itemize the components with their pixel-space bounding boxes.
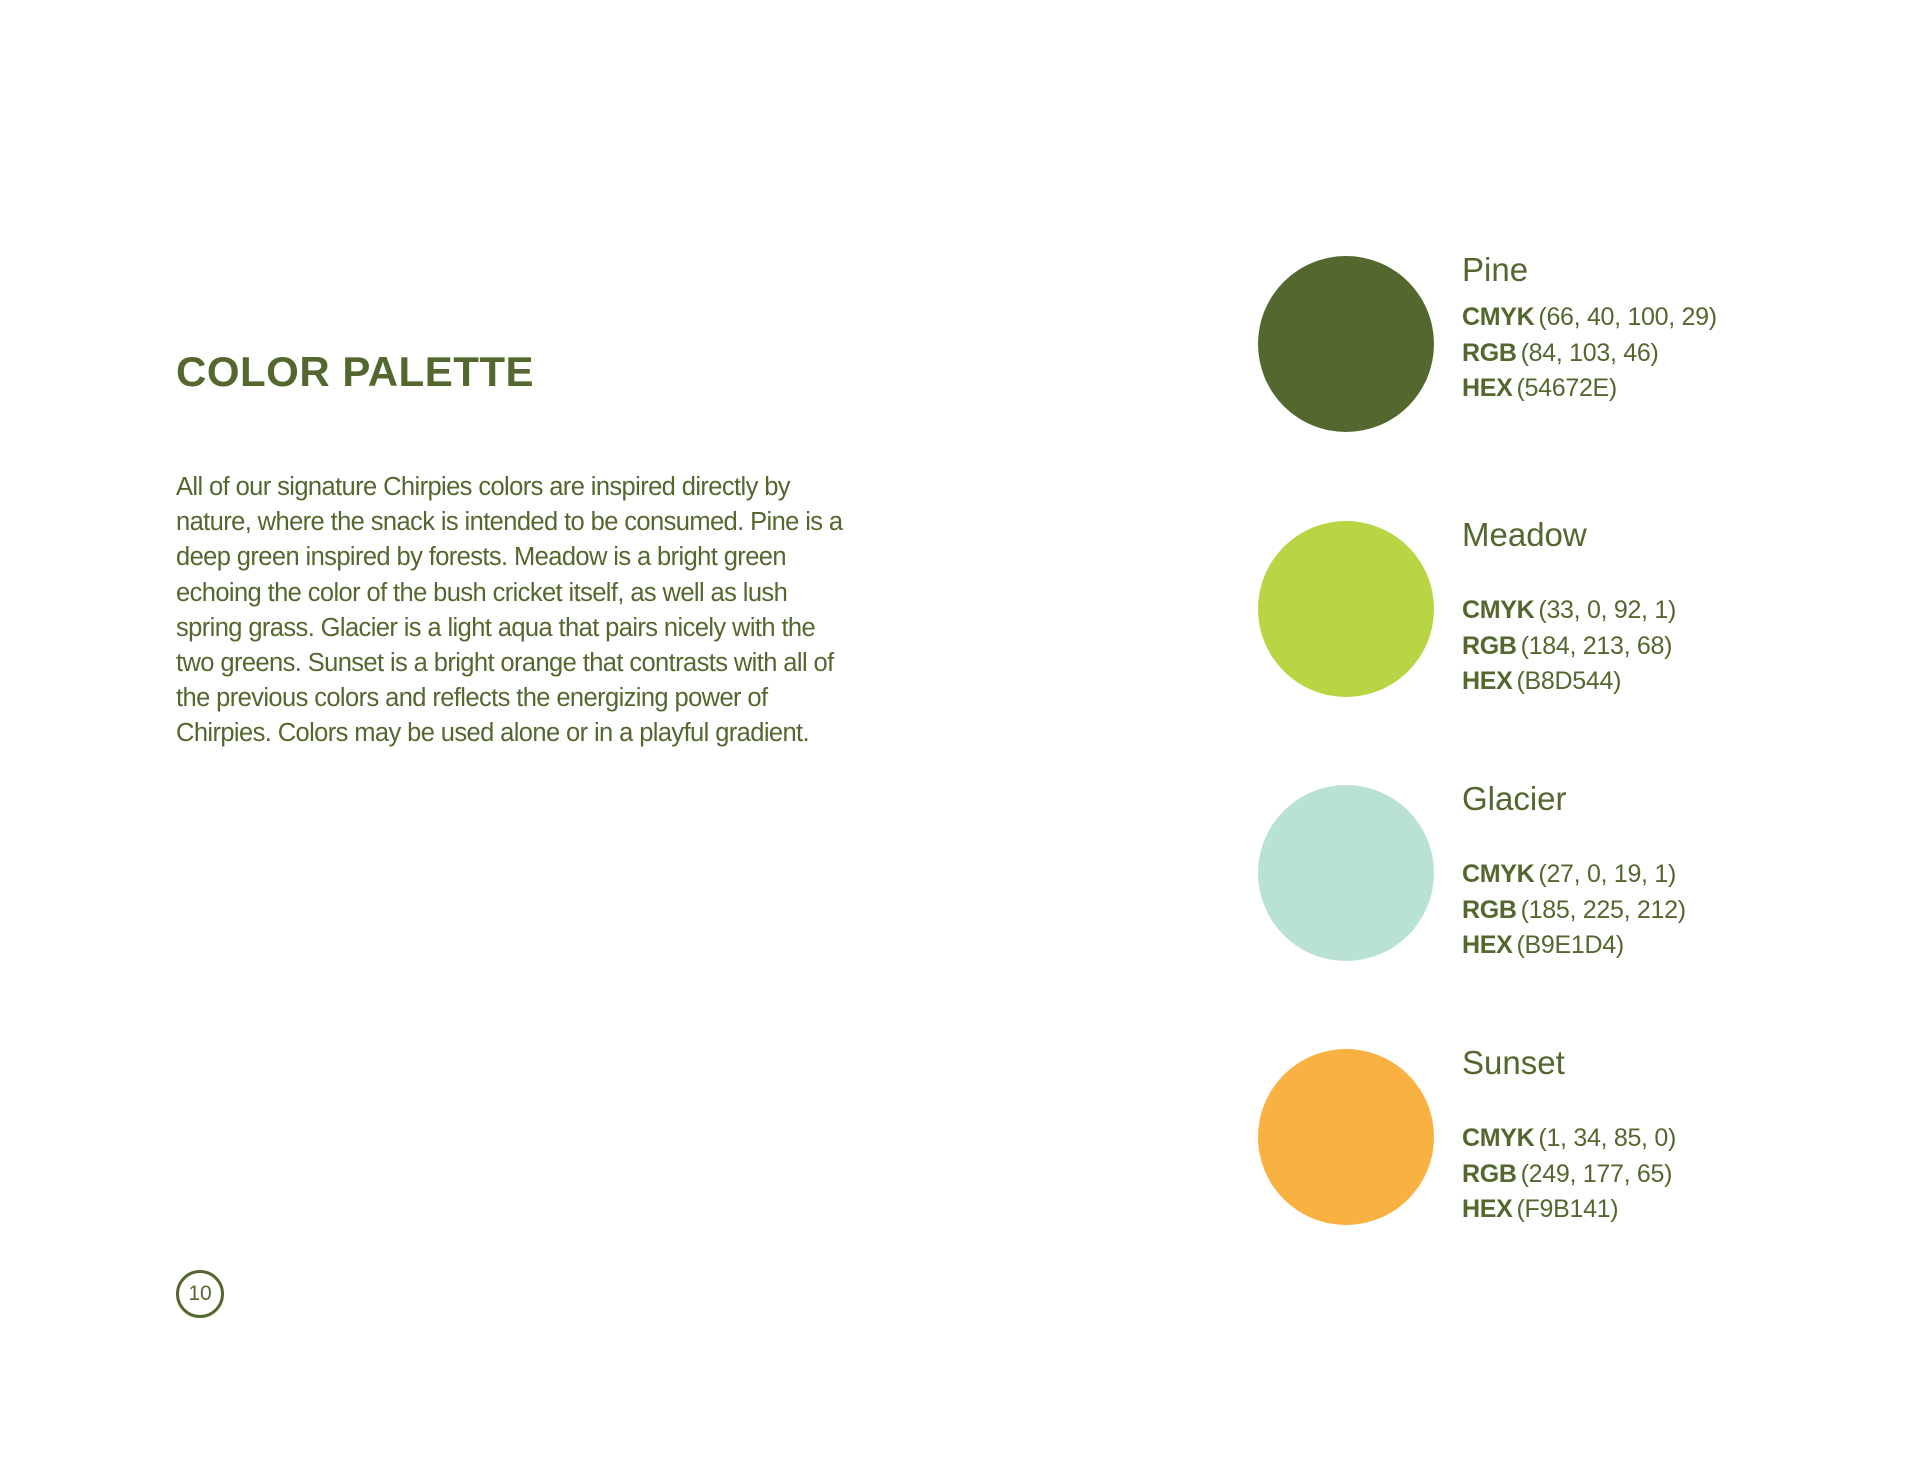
- hex-label: HEX: [1462, 1195, 1513, 1223]
- hex-value: (B9E1D4): [1516, 931, 1624, 959]
- swatch-specs: [1462, 593, 1812, 700]
- cmyk-line: [1462, 300, 1812, 336]
- swatch-specs: [1462, 1121, 1812, 1228]
- rgb-line: [1462, 336, 1812, 372]
- page-number-label: 10: [188, 1282, 212, 1305]
- cmyk-label: CMYK: [1462, 1124, 1535, 1152]
- hex-label: HEX: [1462, 667, 1513, 695]
- hex-line: [1462, 664, 1812, 700]
- cmyk-line: [1462, 593, 1812, 629]
- hex-line: [1462, 371, 1812, 407]
- hex-value: (B8D544): [1516, 667, 1622, 695]
- swatch-name: Meadow: [1462, 516, 1587, 553]
- swatch-name: Glacier: [1462, 780, 1567, 817]
- cmyk-line: [1462, 857, 1812, 893]
- swatch-pine: [1258, 251, 1818, 436]
- cmyk-value: (33, 0, 92, 1): [1538, 596, 1676, 624]
- rgb-label: RGB: [1462, 895, 1517, 924]
- page-number-badge: [176, 1270, 224, 1318]
- rgb-label: RGB: [1462, 631, 1517, 660]
- swatch-info: [1462, 779, 1812, 959]
- intro-paragraph: All of our signature Chirpies colors are inspired directly by nature, where the snack is intended to be consumed. Pine is a deep green inspired by forests. Meadow is a bright green echoing the color of the bush cricket itself, as well as lush spring grass. Glacier is a light aqua that pairs nicely with the two greens. Sunset is a bright orange that contrasts with all of the previous colors and reflects the energizing power of Chirpies. Colors may be used alone or in a playful gradient.: [176, 473, 843, 748]
- cmyk-label: CMYK: [1462, 596, 1535, 624]
- hex-label: HEX: [1462, 931, 1513, 959]
- rgb-line: [1462, 893, 1812, 929]
- swatch-name: Pine: [1462, 251, 1529, 288]
- cmyk-line: [1462, 1121, 1812, 1157]
- hex-value: (54672E): [1516, 374, 1617, 402]
- cmyk-label: CMYK: [1462, 303, 1535, 331]
- swatch-specs: [1462, 300, 1812, 407]
- swatch-meadow: [1258, 516, 1818, 701]
- rgb-value: (84, 103, 46): [1520, 338, 1659, 367]
- swatch-info: [1462, 515, 1812, 695]
- hex-value: (F9B141): [1516, 1195, 1619, 1223]
- swatch-glacier: [1258, 780, 1818, 965]
- hex-label: HEX: [1462, 374, 1513, 402]
- swatch-specs: [1462, 857, 1812, 964]
- cmyk-value: (27, 0, 19, 1): [1538, 860, 1676, 888]
- rgb-label: RGB: [1462, 1159, 1517, 1188]
- cmyk-value: (1, 34, 85, 0): [1538, 1124, 1676, 1152]
- hex-line: [1462, 1192, 1812, 1228]
- rgb-label: RGB: [1462, 338, 1517, 367]
- rgb-value: (184, 213, 68): [1520, 631, 1673, 660]
- swatch-circle: [1258, 1049, 1434, 1225]
- swatch-sunset: [1258, 1044, 1818, 1229]
- swatch-circle: [1258, 521, 1434, 697]
- rgb-value: (249, 177, 65): [1520, 1159, 1673, 1188]
- page-title: COLOR PALETTE: [176, 348, 535, 395]
- cmyk-label: CMYK: [1462, 860, 1535, 888]
- hex-line: [1462, 928, 1812, 964]
- swatch-circle: [1258, 785, 1434, 961]
- swatch-info: [1462, 250, 1812, 402]
- rgb-line: [1462, 1157, 1812, 1193]
- swatch-circle: [1258, 256, 1434, 432]
- swatch-name: Sunset: [1462, 1044, 1565, 1081]
- rgb-line: [1462, 629, 1812, 665]
- swatch-info: [1462, 1043, 1812, 1223]
- rgb-value: (185, 225, 212): [1520, 895, 1686, 924]
- cmyk-value: (66, 40, 100, 29): [1538, 303, 1717, 331]
